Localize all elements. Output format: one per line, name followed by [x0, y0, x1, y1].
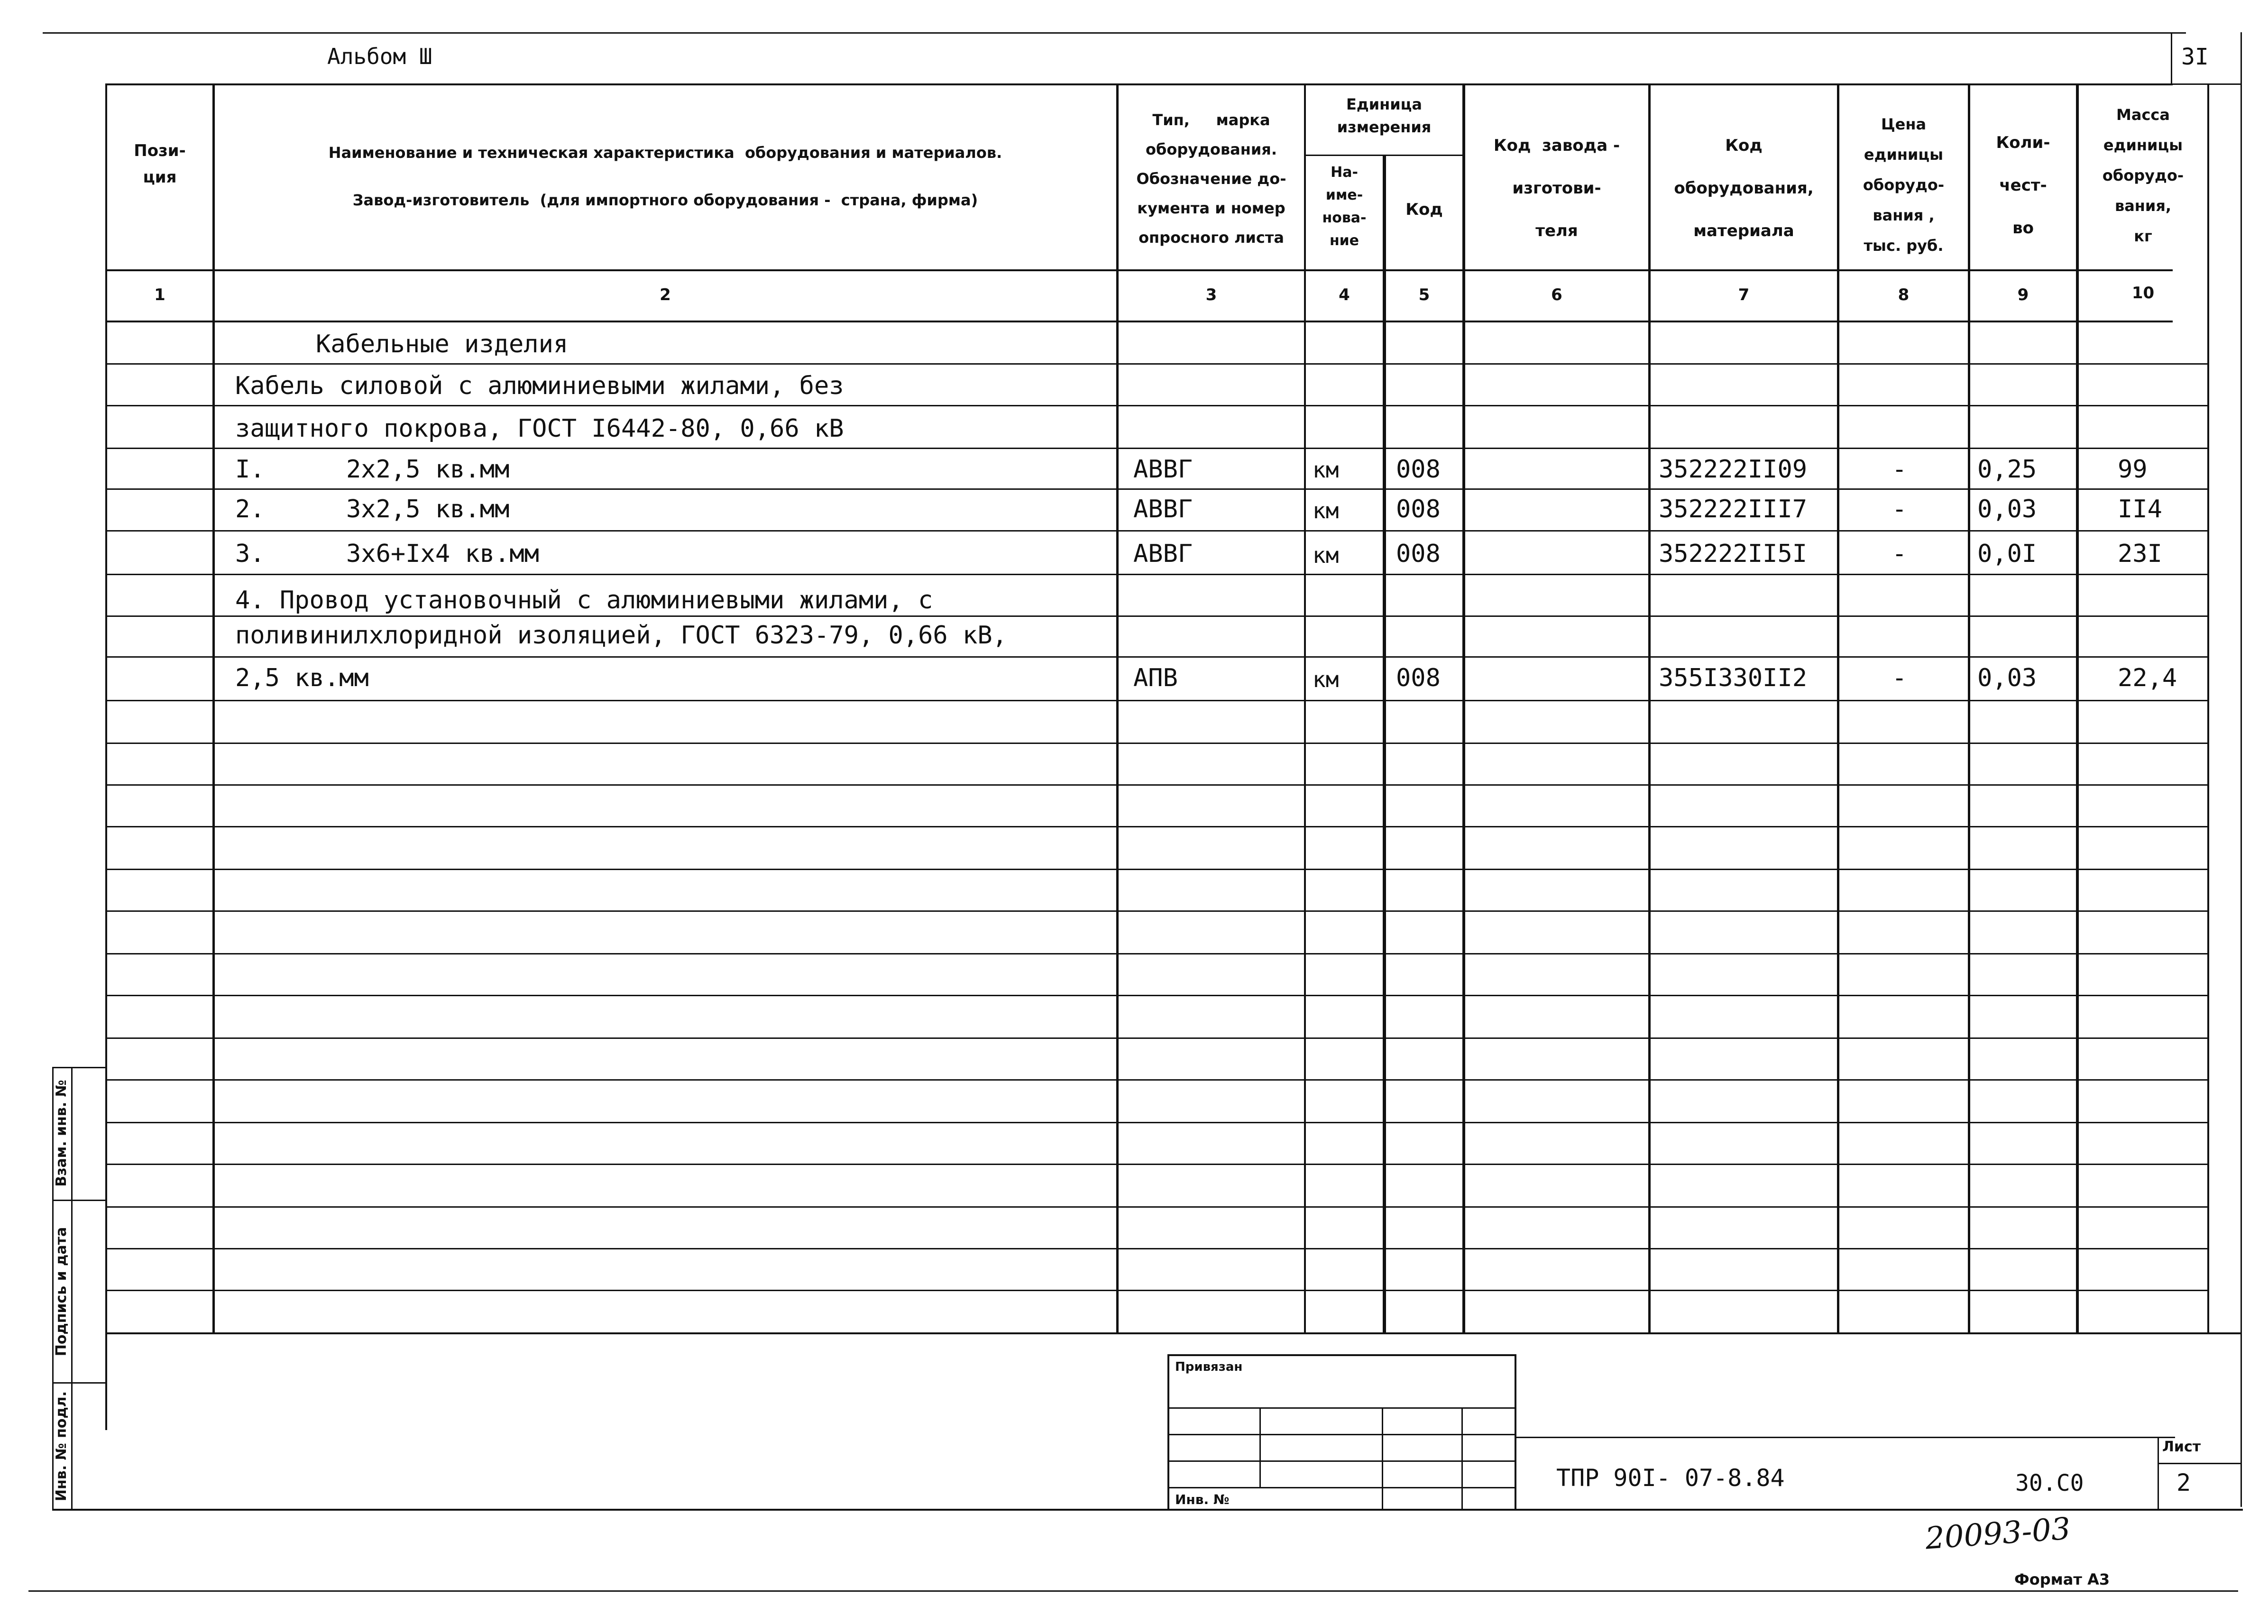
handwritten-number: 20093-03: [1924, 1511, 2072, 1557]
row-2-name: Кабель силовой с алюминиевыми жилами, без: [235, 372, 844, 400]
col-number-6: 6: [1551, 285, 1562, 304]
row-5-mass: II4: [2118, 495, 2162, 523]
row-9-type: АПВ: [1133, 664, 1178, 692]
row-9-quantity: 0,03: [1977, 664, 2037, 692]
side-label-signature-date: Подпись и дата: [53, 1227, 70, 1357]
format-label: Формат А3: [2014, 1570, 2110, 1588]
stamp-list-label: Лист: [2162, 1439, 2201, 1455]
header-unit-name: На- име- нова- ние: [1322, 164, 1367, 249]
stamp-document-suffix: 30.C0: [2015, 1470, 2084, 1496]
row-6-name: 3х6+Iх4 кв.мм: [346, 540, 539, 568]
col-number-5: 5: [1418, 285, 1430, 304]
stamp-list-number: 2: [2176, 1469, 2191, 1496]
row-5-name: 3х2,5 кв.мм: [346, 495, 510, 523]
col-number-7: 7: [1738, 285, 1750, 304]
row-separator: [107, 656, 2208, 658]
row-9-code: 008: [1396, 664, 1441, 692]
col-number-8: 8: [1898, 285, 1910, 304]
header-price: Цена единицы оборудо- вания , тыс. руб.: [1863, 115, 1945, 255]
col-number-10: 10: [2131, 284, 2155, 303]
row-separator: [107, 1248, 2208, 1249]
row-separator: [107, 363, 2208, 365]
row-5-quantity: 0,03: [1977, 495, 2037, 523]
row-5-type: АВВГ: [1133, 495, 1193, 523]
row-separator: [107, 615, 2208, 617]
row-6-type: АВВГ: [1133, 540, 1193, 568]
header-unit: Единица измерения: [1337, 95, 1432, 136]
row-1-name: Кабельные изделия: [316, 330, 569, 358]
row-separator: [107, 869, 2208, 870]
row-4-number: I.: [235, 455, 265, 484]
row-6-number: 3.: [235, 540, 265, 568]
row-separator: [107, 1079, 2208, 1081]
album-title: Альбом Ш: [327, 44, 432, 69]
row-separator: [107, 1037, 2208, 1039]
row-9-price: -: [1892, 664, 1907, 692]
row-5-material-code: 352222III7: [1659, 495, 1808, 523]
header-name: Наименование и техническая характеристика оборудования и материалов. Завод-изготовитель (для импортного оборудования - страна, фирма): [328, 144, 1002, 209]
row-6-material-code: 352222II5I: [1659, 540, 1808, 568]
row-4-name: 2х2,5 кв.мм: [346, 455, 510, 484]
row-4-material-code: 352222II09: [1659, 455, 1808, 484]
col-number-2: 2: [660, 285, 671, 304]
row-9-unit: км: [1313, 667, 1339, 692]
row-6-quantity: 0,0I: [1977, 540, 2037, 568]
header-mass: Масса единицы оборудо- вания, кг: [2102, 106, 2184, 245]
row-4-unit: км: [1313, 457, 1339, 483]
row-4-type: АВВГ: [1133, 455, 1193, 484]
header-position: Пози- ция: [134, 141, 186, 187]
row-6-mass: 23I: [2118, 540, 2162, 568]
row-separator: [107, 1290, 2208, 1291]
row-6-price: -: [1892, 540, 1907, 568]
header-quantity: Коли- чест- во: [1996, 133, 2050, 238]
row-separator: [107, 953, 2208, 954]
row-separator: [107, 1164, 2208, 1165]
row-3-name: защитного покрова, ГОСТ I6442-80, 0,66 кВ: [235, 414, 844, 443]
row-5-number: 2.: [235, 495, 265, 523]
header-factory-code: Код завода - изготови- теля: [1493, 136, 1620, 240]
row-separator: [107, 405, 2208, 406]
col-number-4: 4: [1339, 285, 1350, 304]
row-separator: [107, 574, 2208, 575]
sheet-corner-number: 3I: [2181, 44, 2209, 70]
row-7-name: 4. Провод установочный с алюминиевыми жилами, с: [235, 586, 933, 615]
stamp-inventory-number: Инв. №: [1175, 1492, 1230, 1507]
row-separator: [107, 1206, 2208, 1208]
row-separator: [107, 1122, 2208, 1123]
row-9-name: 2,5 кв.мм: [235, 664, 369, 692]
stamp-privyazan: Привязан: [1175, 1360, 1243, 1374]
row-separator: [107, 784, 2208, 786]
side-label-original-inventory: Инв. № подл.: [53, 1391, 70, 1502]
row-5-unit: км: [1313, 498, 1339, 523]
row-5-price: -: [1892, 495, 1907, 523]
row-separator: [107, 488, 2208, 490]
row-4-code: 008: [1396, 455, 1441, 484]
row-separator: [107, 530, 2208, 532]
row-9-material-code: 355I330II2: [1659, 664, 1808, 692]
row-9-mass: 22,4: [2118, 664, 2177, 692]
row-separator: [107, 826, 2208, 827]
row-8-name: поливинилхлоридной изоляцией, ГОСТ 6323-79, 0,66 кВ,: [235, 621, 1007, 650]
header-type: Тип, марка оборудования. Обозначение до- кумента и номер опросного листа: [1136, 111, 1286, 247]
row-5-code: 008: [1396, 495, 1441, 523]
header-unit-code: Код: [1405, 200, 1443, 219]
row-4-price: -: [1892, 455, 1907, 484]
row-6-unit: км: [1313, 542, 1339, 568]
row-6-code: 008: [1396, 540, 1441, 568]
row-separator: [107, 700, 2208, 701]
row-4-quantity: 0,25: [1977, 455, 2037, 484]
row-separator: [107, 448, 2208, 449]
stamp-document-code: ТПР 90I- 07-8.84: [1556, 1464, 1785, 1492]
col-number-1: 1: [154, 285, 165, 304]
row-separator: [107, 743, 2208, 744]
col-number-9: 9: [2017, 285, 2029, 304]
row-separator: [107, 910, 2208, 912]
header-material-code: Код оборудования, материала: [1674, 136, 1814, 240]
col-number-3: 3: [1205, 285, 1217, 304]
row-4-mass: 99: [2118, 455, 2148, 484]
row-separator: [107, 995, 2208, 996]
side-label-replacement-inventory: Взам. инв. №: [53, 1080, 70, 1187]
